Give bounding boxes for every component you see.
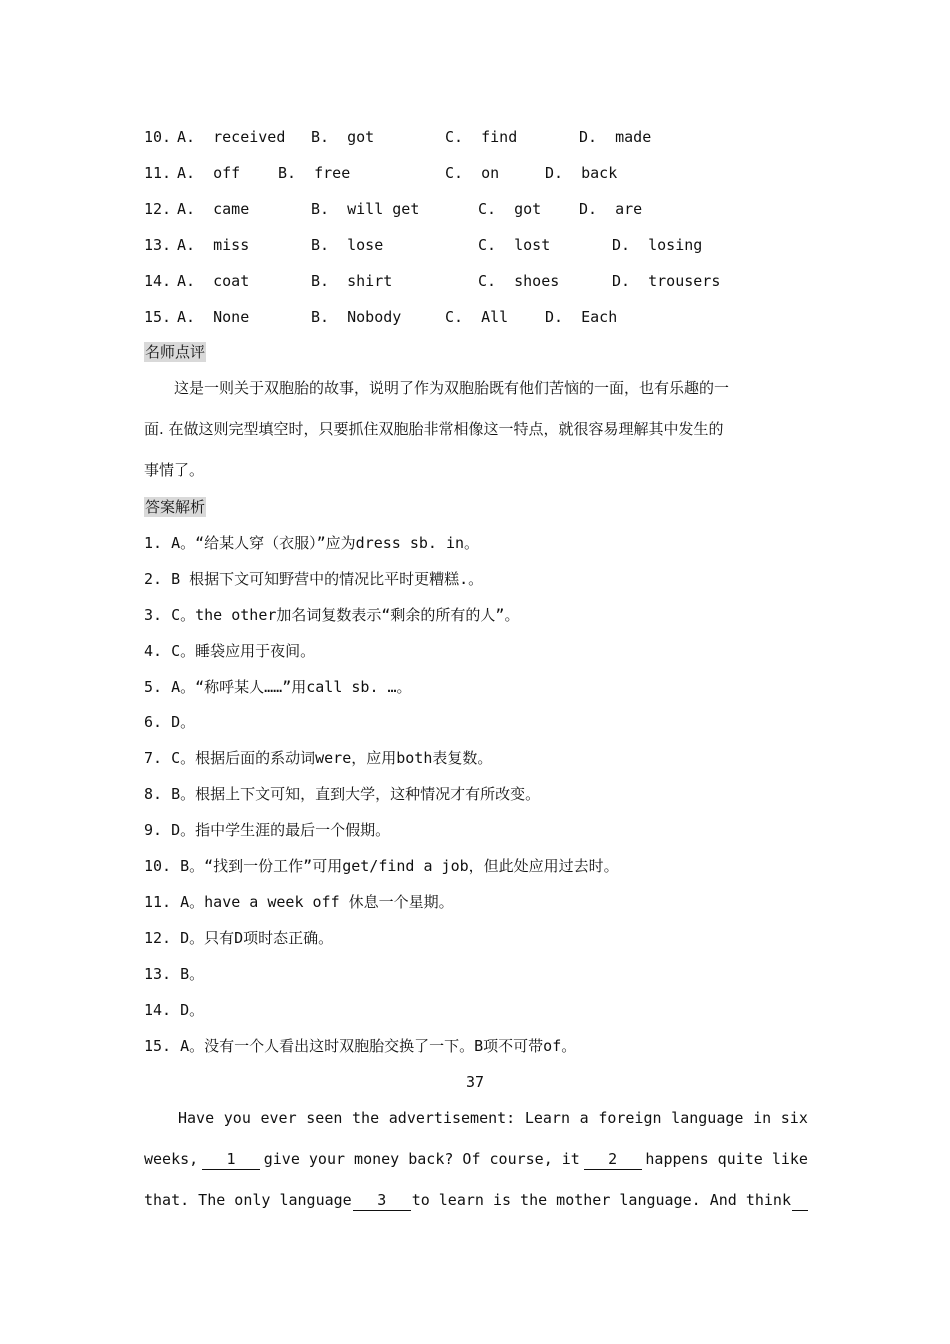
blank-4 bbox=[792, 1190, 808, 1211]
option-b: B. free bbox=[278, 164, 351, 182]
option-b: B. got bbox=[311, 128, 375, 146]
answer-item: 2. B 根据下文可知野营中的情况比平时更糟糕.。 bbox=[144, 570, 484, 588]
passage-word: a bbox=[579, 1109, 589, 1127]
option-d: D. losing bbox=[612, 236, 703, 254]
comment-line: 这是一则关于双胞胎的故事，说明了作为双胞胎既有他们苦恼的一面，也有乐趣的一 bbox=[144, 379, 730, 397]
blank-2: 2 bbox=[584, 1149, 642, 1170]
question-number: 14. bbox=[144, 272, 172, 290]
option-c: C. All bbox=[445, 308, 509, 326]
passage-word: foreign bbox=[598, 1109, 662, 1127]
question-number: 12. bbox=[144, 200, 172, 218]
option-a: A. off bbox=[177, 164, 241, 182]
passage-word: Have bbox=[178, 1109, 215, 1127]
option-d: D. are bbox=[579, 200, 643, 218]
option-d: D. trousers bbox=[612, 272, 721, 290]
option-c: C. got bbox=[478, 200, 542, 218]
option-d: D. back bbox=[545, 164, 618, 182]
passage-text: happens quite like bbox=[645, 1150, 808, 1168]
answer-item: 4. C。睡袋应用于夜间。 bbox=[144, 642, 316, 660]
answer-item: 10. B。“找到一份工作”可用get/find a job，但此处应用过去时。 bbox=[144, 857, 619, 875]
passage-word: you bbox=[223, 1109, 251, 1127]
passage-word: in bbox=[753, 1109, 772, 1127]
passage-text: that. The only language bbox=[144, 1191, 352, 1209]
answer-item: 8. B。根据上下文可知，直到大学，这种情况才有所改变。 bbox=[144, 785, 541, 803]
answer-item: 9. D。指中学生涯的最后一个假期。 bbox=[144, 821, 391, 839]
answer-item: 12. D。只有D项时态正确。 bbox=[144, 929, 334, 947]
option-c: C. on bbox=[445, 164, 500, 182]
answer-item: 5. A。“称呼某人……”用call sb. …。 bbox=[144, 678, 412, 696]
blank-1: 1 bbox=[202, 1149, 260, 1170]
passage-number: 37 bbox=[465, 1073, 485, 1091]
answer-item: 13. B。 bbox=[144, 965, 205, 983]
option-d: D. made bbox=[579, 128, 652, 146]
question-number: 13. bbox=[144, 236, 172, 254]
passage-text: give your money back? Of course, it bbox=[263, 1150, 580, 1168]
option-a: A. miss bbox=[177, 236, 250, 254]
passage-line-1 bbox=[178, 1108, 808, 1128]
passage-line-2 bbox=[144, 1149, 808, 1170]
option-b: B. will get bbox=[311, 200, 420, 218]
passage-word: six bbox=[780, 1109, 808, 1127]
passage-line-3 bbox=[144, 1190, 808, 1211]
option-b: B. lose bbox=[311, 236, 384, 254]
comment-heading: 名师点评 bbox=[145, 343, 206, 361]
option-a: A. None bbox=[177, 308, 250, 326]
passage-word: ever bbox=[260, 1109, 297, 1127]
option-c: C. lost bbox=[478, 236, 551, 254]
answer-item: 3. C。the other加名词复数表示“剩余的所有的人”。 bbox=[144, 606, 520, 624]
option-c: C. shoes bbox=[478, 272, 560, 290]
comment-line: 面. 在做这则完型填空时，只要抓住双胞胎非常相像这一特点，就很容易理解其中发生的 bbox=[144, 420, 724, 438]
passage-word: advertisement: bbox=[388, 1109, 516, 1127]
option-b: B. Nobody bbox=[311, 308, 402, 326]
question-number: 11. bbox=[144, 164, 172, 182]
question-number: 10. bbox=[144, 128, 172, 146]
option-d: D. Each bbox=[545, 308, 618, 326]
answer-item: 1. A。“给某人穿（衣服）”应为dress sb. in。 bbox=[144, 534, 480, 552]
comment-line: 事情了。 bbox=[144, 461, 205, 479]
answer-item: 6. D。 bbox=[144, 713, 196, 731]
answer-item: 11. A。have a week off 休息一个星期。 bbox=[144, 893, 454, 911]
option-a: A. coat bbox=[177, 272, 250, 290]
question-number: 15. bbox=[144, 308, 172, 326]
passage-word: language bbox=[671, 1109, 744, 1127]
option-c: C. find bbox=[445, 128, 518, 146]
blank-3: 3 bbox=[353, 1190, 411, 1211]
answer-heading: 答案解析 bbox=[145, 498, 206, 516]
passage-text: weeks, bbox=[144, 1150, 199, 1168]
option-b: B. shirt bbox=[311, 272, 393, 290]
passage-word: the bbox=[352, 1109, 380, 1127]
answer-item: 7. C。根据后面的系动词were，应用both表复数。 bbox=[144, 749, 493, 767]
passage-word: seen bbox=[306, 1109, 343, 1127]
answer-item: 15. A。没有一个人看出这时双胞胎交换了一下。B项不可带of。 bbox=[144, 1037, 577, 1055]
answer-item: 14. D。 bbox=[144, 1001, 205, 1019]
passage-word: Learn bbox=[524, 1109, 570, 1127]
option-a: A. received bbox=[177, 128, 286, 146]
option-a: A. came bbox=[177, 200, 250, 218]
passage-text: to learn is the mother language. And think bbox=[411, 1191, 791, 1209]
